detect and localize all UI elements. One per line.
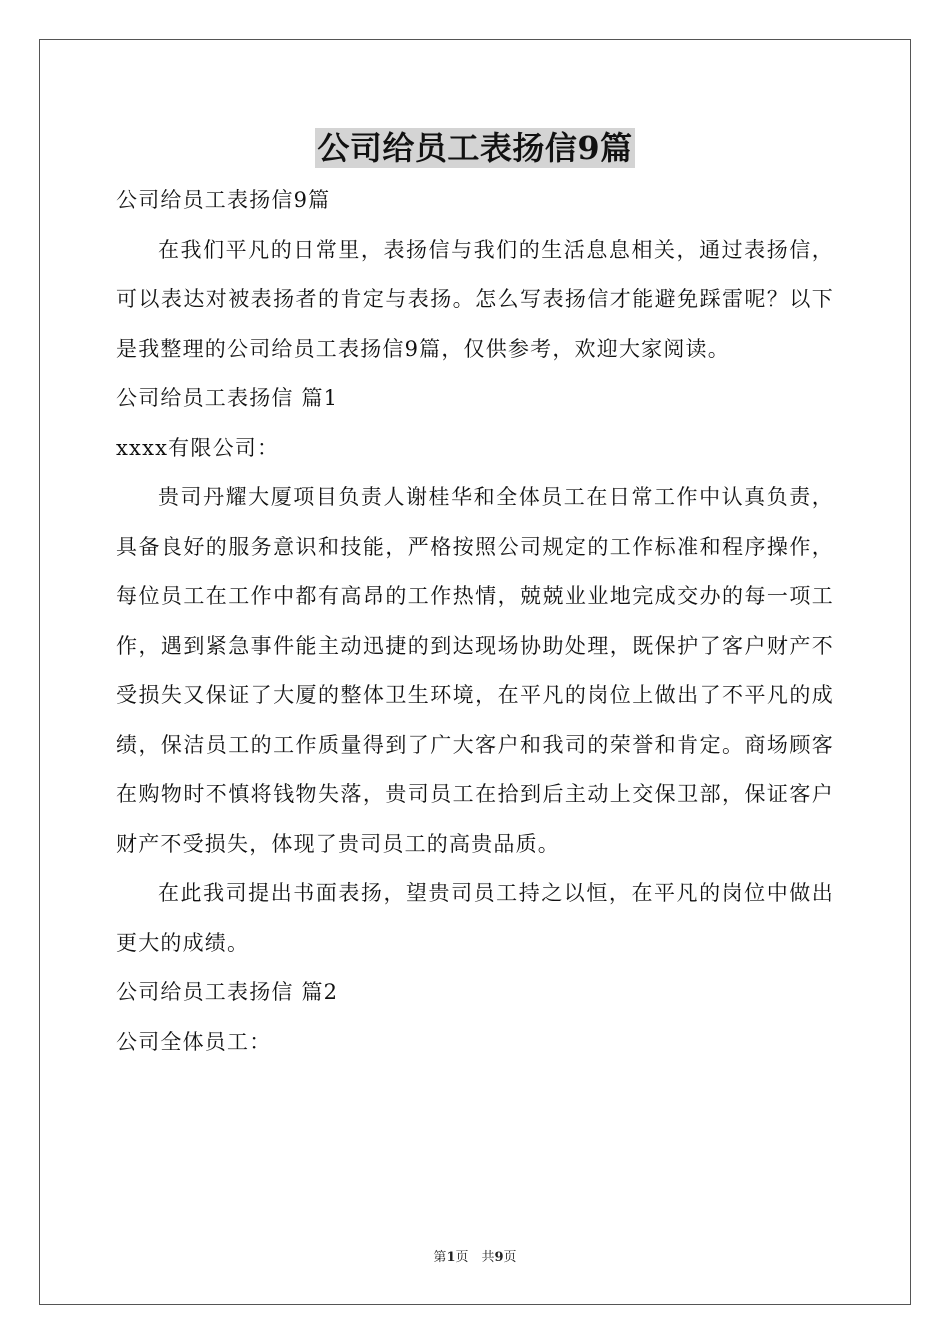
paragraph-intro: 在我们平凡的日常里，表扬信与我们的生活息息相关，通过表扬信，可以表达对被表扬者的肯定与表扬。怎么写表扬信才能避免踩雷呢？以下是我整理的公司给员工表扬信9篇，仅供参考，欢迎大家阅读。 <box>116 237 834 361</box>
paragraph-closing-1: 在此我司提出书面表扬，望贵司员工持之以恒，在平凡的岗位中做出更大的成绩。 <box>116 881 834 955</box>
paragraph-body-1: 贵司丹耀大厦项目负责人谢桂华和全体员工在日常工作中认真负责，具备良好的服务意识和技能，严格按照公司规定的工作标准和程序操作，每位员工在工作中都有高昂的工作热情，兢兢业业地完成交办的每一项工作，遇到紧急事件能主动迅捷的到达现场协助处理，既保护了客户财产不受损失又保证了大厦的整体卫生环境，在平凡的岗位上做出了不平凡的成绩，保洁员工的工作质量得到了广大客户和我司的荣誉和肯定。商场顾客在购物时不慎将钱物失落，贵司员工在拾到后主动上交保卫部，保证客户财产不受损失，体现了贵司员工的高贵品质。 <box>116 485 834 856</box>
page-label-prefix: 第 <box>433 1250 447 1265</box>
document-body <box>116 176 834 1067</box>
title-container <box>0 128 950 168</box>
document-title: 公司给员工表扬信9篇 <box>317 129 633 167</box>
current-page-number: 1 <box>446 1250 456 1265</box>
page-footer <box>0 1246 950 1265</box>
page-label-suffix: 页 <box>503 1250 517 1265</box>
section-heading-2: 公司给员工表扬信 篇2 <box>116 980 339 1004</box>
salutation-1: xxxx有限公司： <box>116 435 280 460</box>
salutation-2: 公司全体员工： <box>116 1029 272 1054</box>
total-pages-number: 9 <box>494 1250 504 1265</box>
section-heading-1: 公司给员工表扬信 篇1 <box>116 386 339 410</box>
paragraph-subtitle: 公司给员工表扬信9篇 <box>116 188 331 212</box>
page-label-mid: 页 共 <box>455 1250 495 1265</box>
